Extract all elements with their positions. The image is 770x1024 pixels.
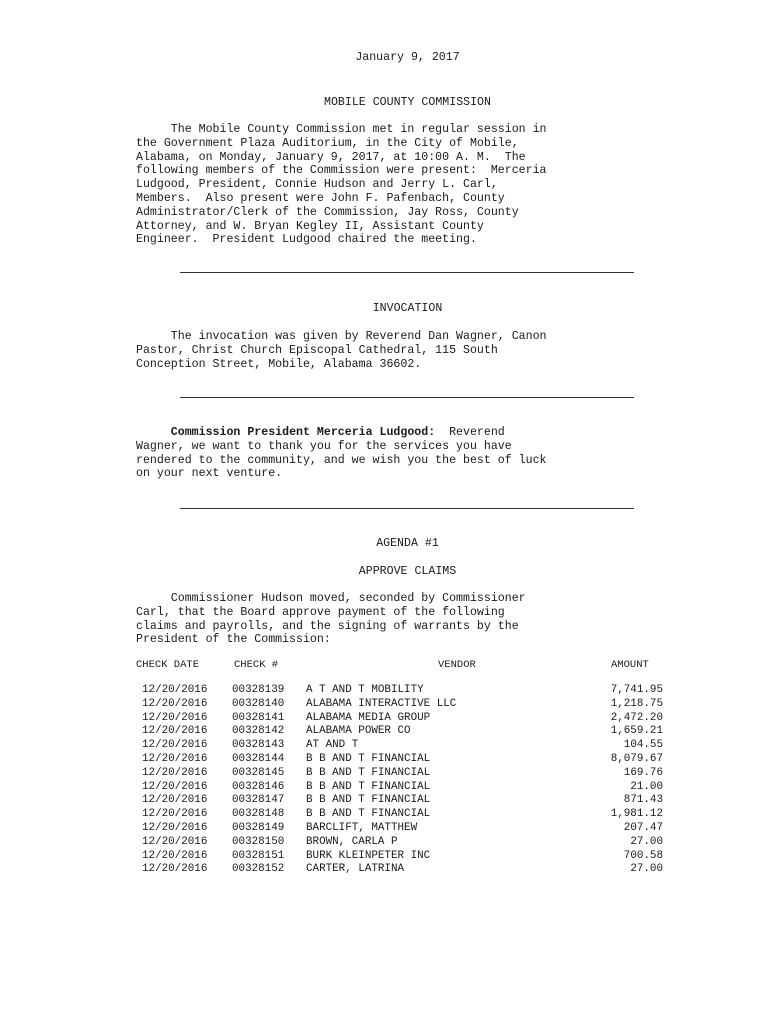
header-vendor: VENDOR xyxy=(438,659,476,671)
amount-cell: 2,472.20 xyxy=(610,711,663,724)
table-row xyxy=(0,712,770,726)
remark-line-rest: Reverend xyxy=(435,426,505,439)
check-date-cell: 12/20/2016 xyxy=(142,863,208,876)
vendor-cell: ALABAMA MEDIA GROUP xyxy=(306,711,431,724)
table-row xyxy=(0,684,770,698)
amount-cell: 207.47 xyxy=(623,821,663,834)
amount-cell: 1,659.21 xyxy=(610,725,663,738)
invocation-heading: INVOCATION xyxy=(372,302,443,315)
intro-line: the Government Plaza Auditorium, in the City of Mobile, xyxy=(136,136,519,150)
agenda-number: AGENDA #1 xyxy=(376,537,439,550)
table-row xyxy=(0,836,770,850)
vendor-cell: ALABAMA INTERACTIVE LLC xyxy=(306,697,457,710)
vendor-cell: B B AND T FINANCIAL xyxy=(306,780,431,793)
amount-cell: 21.00 xyxy=(630,780,663,793)
claims-line: Carl, that the Board approve payment of the following xyxy=(136,605,505,619)
remark-paragraph xyxy=(136,426,676,481)
invocation-paragraph xyxy=(136,330,676,371)
intro-line: Ludgood, President, Connie Hudson and Jerry L. Carl, xyxy=(136,178,498,192)
check-number-cell: 00328144 xyxy=(232,752,285,765)
remark-line: rendered to the community, and we wish you the best of luck xyxy=(136,453,547,467)
check-number-cell: 00328140 xyxy=(232,697,285,710)
vendor-cell: B B AND T FINANCIAL xyxy=(306,766,431,779)
document-date: January 9, 2017 xyxy=(355,51,460,64)
header-check-date: CHECK DATE xyxy=(136,659,200,671)
check-number-cell: 00328150 xyxy=(232,835,285,848)
vendor-cell: CARTER, LATRINA xyxy=(306,863,405,876)
check-number-cell: 00328147 xyxy=(232,794,285,807)
intro-line: following members of the Commission were present: Merceria xyxy=(136,164,547,178)
amount-cell: 27.00 xyxy=(630,863,663,876)
check-number-cell: 00328148 xyxy=(232,808,285,821)
check-number-cell: 00328146 xyxy=(232,780,285,793)
check-date-cell: 12/20/2016 xyxy=(142,752,208,765)
intro-line: Engineer. President Ludgood chaired the meeting. xyxy=(136,233,477,247)
agenda-title: APPROVE CLAIMS xyxy=(358,565,457,578)
check-date-cell: 12/20/2016 xyxy=(142,849,208,862)
intro-line: Attorney, and W. Bryan Kegley II, Assistant County xyxy=(136,219,484,233)
amount-cell: 27.00 xyxy=(630,835,663,848)
amount-cell: 8,079.67 xyxy=(610,752,663,765)
amount-cell: 1,981.12 xyxy=(610,808,663,821)
vendor-cell: B B AND T FINANCIAL xyxy=(306,808,431,821)
intro-line: Members. Also present were John F. Pafenbach, County xyxy=(136,191,505,205)
vendor-cell: B B AND T FINANCIAL xyxy=(306,794,431,807)
vendor-cell: ALABAMA POWER CO xyxy=(306,725,411,738)
invocation-line: Pastor, Christ Church Episcopal Cathedral, 115 South xyxy=(136,343,498,357)
amount-cell: 104.55 xyxy=(623,739,663,752)
table-row xyxy=(0,822,770,836)
invocation-line: The invocation was given by Reverend Dan Wagner, Canon xyxy=(136,330,547,343)
check-date-cell: 12/20/2016 xyxy=(142,808,208,821)
intro-line: Administrator/Clerk of the Commission, Jay Ross, County xyxy=(136,205,519,219)
vendor-cell: BURK KLEINPETER INC xyxy=(306,849,431,862)
check-date-cell: 12/20/2016 xyxy=(142,711,208,724)
intro-line: Alabama, on Monday, January 9, 2017, at 10:00 A. M. The xyxy=(136,150,526,164)
amount-cell: 700.58 xyxy=(623,849,663,862)
table-row xyxy=(0,850,770,864)
table-row xyxy=(0,725,770,739)
check-date-cell: 12/20/2016 xyxy=(142,780,208,793)
vendor-cell: BROWN, CARLA P xyxy=(306,835,398,848)
claims-paragraph xyxy=(136,592,676,647)
section-divider xyxy=(180,272,634,273)
claims-table-body xyxy=(0,684,770,877)
intro-line: The Mobile County Commission met in regular session in xyxy=(136,123,547,136)
check-number-cell: 00328141 xyxy=(232,711,285,724)
table-row xyxy=(0,863,770,877)
intro-paragraph xyxy=(136,123,676,247)
check-number-cell: 00328143 xyxy=(232,739,285,752)
table-row xyxy=(0,739,770,753)
check-number-cell: 00328145 xyxy=(232,766,285,779)
table-row xyxy=(0,698,770,712)
claims-line: President of the Commission: xyxy=(136,633,331,647)
header-amount: AMOUNT xyxy=(611,659,649,671)
check-number-cell: 00328142 xyxy=(232,725,285,738)
check-date-cell: 12/20/2016 xyxy=(142,821,208,834)
table-row xyxy=(0,781,770,795)
header-check-number: CHECK # xyxy=(234,659,279,671)
check-date-cell: 12/20/2016 xyxy=(142,835,208,848)
check-date-cell: 12/20/2016 xyxy=(142,725,208,738)
amount-cell: 1,218.75 xyxy=(610,697,663,710)
claims-line: claims and payrolls, and the signing of warrants by the xyxy=(136,619,519,633)
check-date-cell: 12/20/2016 xyxy=(142,684,208,696)
remark-speaker: Commission President Merceria Ludgood: xyxy=(170,426,436,439)
amount-cell: 169.76 xyxy=(623,766,663,779)
check-number-cell: 00328139 xyxy=(232,684,285,696)
check-date-cell: 12/20/2016 xyxy=(142,766,208,779)
check-number-cell: 00328149 xyxy=(232,821,285,834)
section-divider xyxy=(180,397,634,398)
check-date-cell: 12/20/2016 xyxy=(142,697,208,710)
table-row xyxy=(0,794,770,808)
vendor-cell: AT AND T xyxy=(306,739,359,752)
table-row xyxy=(0,808,770,822)
section-divider xyxy=(180,508,634,509)
vendor-cell: A T AND T MOBILITY xyxy=(306,684,424,696)
check-number-cell: 00328152 xyxy=(232,863,285,876)
claims-line: Commissioner Hudson moved, seconded by Commissioner xyxy=(136,592,526,605)
table-row xyxy=(0,753,770,767)
check-number-cell: 00328151 xyxy=(232,849,285,862)
remark-line: Wagner, we want to thank you for the services you have xyxy=(136,439,512,453)
vendor-cell: BARCLIFT, MATTHEW xyxy=(306,821,418,834)
invocation-line: Conception Street, Mobile, Alabama 36602. xyxy=(136,357,422,371)
page-title: MOBILE COUNTY COMMISSION xyxy=(324,96,491,109)
check-date-cell: 12/20/2016 xyxy=(142,739,208,752)
remark-line: on your next venture. xyxy=(136,467,283,481)
check-date-cell: 12/20/2016 xyxy=(142,794,208,807)
claims-table-header xyxy=(0,659,770,673)
amount-cell: 7,741.95 xyxy=(610,684,663,696)
remark-first-line xyxy=(136,426,676,440)
table-row xyxy=(0,767,770,781)
amount-cell: 871.43 xyxy=(623,794,663,807)
vendor-cell: B B AND T FINANCIAL xyxy=(306,752,431,765)
